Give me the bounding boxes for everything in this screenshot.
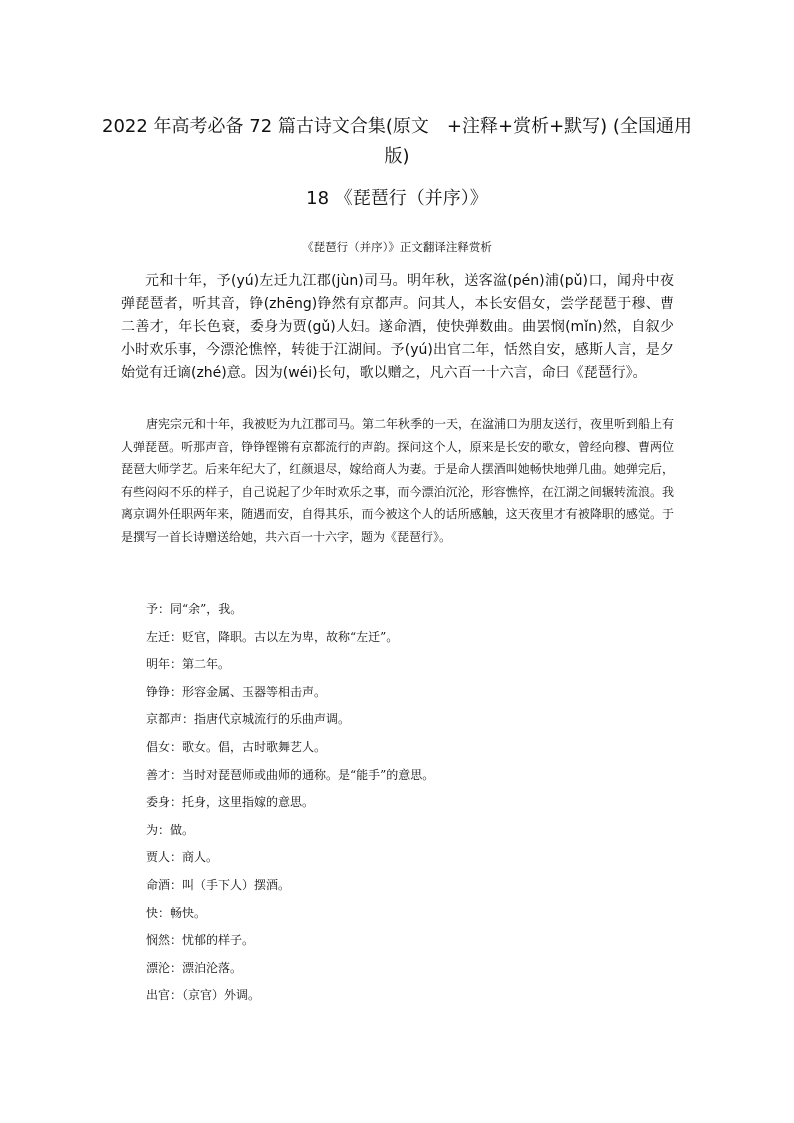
annotation-list: [146, 596, 434, 1010]
annotation-item: 为：做。: [146, 822, 195, 837]
preface-original-text: 元和十年，予(yú)左迁九江郡(jùn)司马。明年秋，送客湓(pén)浦(pǔ)口，闻舟中夜弹琵琶者，听其音，铮(zhēng)铮然有京都声。问其人，本长安倡女，尝学琵琶于穆、曹二善才，年长色衰，委身为贾(gǔ)人妇。遂命酒，使快弹数曲。曲罢悯(mǐn)然，自叙少小时欢乐事，今漂沦憔悴，转徙于江湖间。予(yú)出官二年，恬然自安，感斯人言，是夕始觉有迁谪(zhé)意。因为(wéi)长句，歌以赠之，凡六百一十六言，命曰《琵琶行》。: [121, 273, 674, 381]
preface-translation: 唐宪宗元和十年，我被贬为九江郡司马。第二年秋季的一天，在湓浦口为朋友送行，夜里听到船上有人弹琵琶。听那声音，铮铮铿锵有京都流行的声韵。探问这个人，原来是长安的歌女，曾经向穆、曹两位琵琶大师学艺。后来年纪大了，红颜退尽，嫁给商人为妻。于是命人摆酒叫她畅快地弹几曲。她弹完后，有些闷闷不乐的样子，自己说起了少年时欢乐之事，而今漂泊沉沦，形容憔悴，在江湖之间辗转流浪。我离京调外任职两年来，随遇而安，自得其乐，而今被这个人的话所感触，这天夜里才有被降职的感觉。于是撰写一首长诗赠送给她，共六百一十六字，题为《琵琶行》。: [121, 417, 675, 544]
annotation-item: 善才：当时对琵琶师或曲师的通称。是“能手”的意思。: [146, 767, 435, 782]
annotation-item: 京都声：指唐代京城流行的乐曲声调。: [146, 712, 351, 727]
annotation-item: 予：同“余”，我。: [146, 602, 243, 616]
annotation-item: 命酒：叫（手下人）摆酒。: [146, 877, 291, 892]
annotation-item: 倡女：歌女。倡，古时歌舞艺人。: [146, 739, 327, 754]
annotation-item: 铮铮：形容金属、玉器等相击声。: [146, 684, 327, 699]
annotation-item: 左迁：贬官，降职。古以左为卑，故称“左迁”。: [146, 629, 399, 644]
annotation-item: 出官：（京官）外调。: [146, 988, 261, 1003]
annotation-item: 悯然：忧郁的样子。: [146, 933, 255, 948]
annotation-item: 贾人：商人。: [146, 850, 219, 865]
annotation-item: 委身：托身，这里指嫁的意思。: [146, 795, 315, 810]
section-heading: 《琵琶行（并序）》正文翻译注释赏析: [302, 240, 492, 254]
poem-title: 18 《琵琶行（并序）》: [306, 188, 488, 209]
document-title: 2022 年高考必备 72 篇古诗文合集(原文 +注释+赏析+默写) (全国通用版): [102, 116, 692, 167]
annotation-item: 漂沦：漂泊沦落。: [146, 960, 243, 975]
annotation-item: 明年：第二年。: [146, 657, 231, 672]
annotation-item: 快：畅快。: [146, 905, 207, 920]
